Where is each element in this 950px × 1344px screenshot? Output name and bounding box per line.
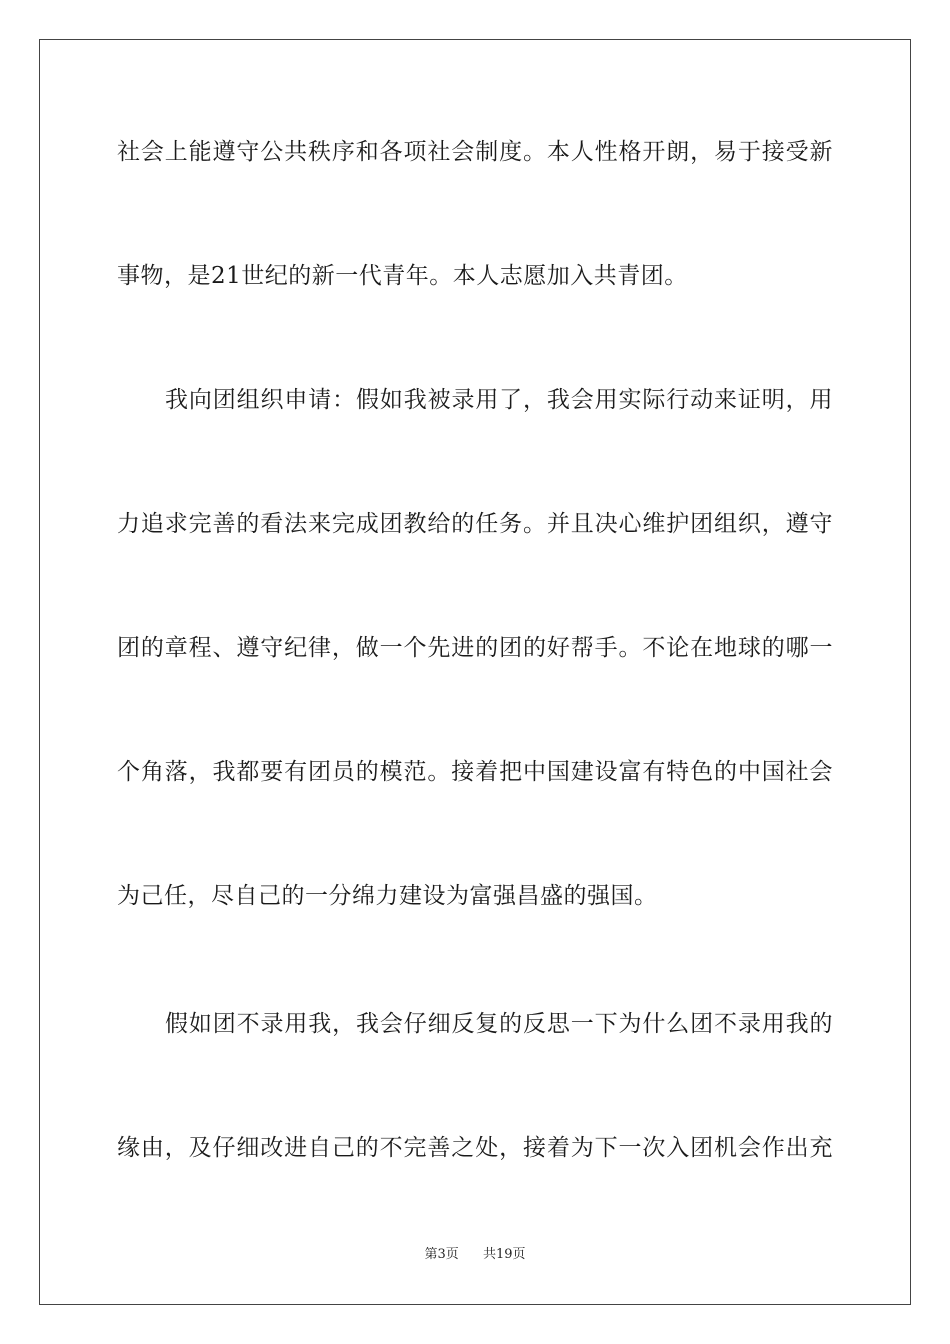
paragraph-line-4: 力追求完善的看法来完成团教给的任务。并且决心维护团组织，遵守 — [117, 511, 833, 537]
paragraph-line-1: 社会上能遵守公共秩序和各项社会制度。本人性格开朗，易于接受新 — [117, 139, 833, 165]
page-number: 第3页 — [424, 1247, 459, 1262]
paragraph-line-2: 事物，是21世纪的新一代青年。本人志愿加入共青团。 — [117, 263, 688, 289]
paragraph-line-9: 缘由，及仔细改进自己的不完善之处，接着为下一次入团机会作出充 — [117, 1135, 833, 1161]
page-footer — [0, 1246, 950, 1264]
paragraph-line-6: 个角落，我都要有团员的模范。接着把中国建设富有特色的中国社会 — [117, 759, 833, 785]
page-border — [39, 39, 911, 1305]
paragraph-line-8: 假如团不录用我，我会仔细反复的反思一下为什么团不录用我的 — [165, 1011, 833, 1037]
paragraph-line-3: 我向团组织申请：假如我被录用了，我会用实际行动来证明，用 — [165, 387, 833, 413]
paragraph-line-7: 为己任，尽自己的一分绵力建设为富强昌盛的强国。 — [117, 883, 658, 909]
paragraph-line-5: 团的章程、遵守纪律，做一个先进的团的好帮手。不论在地球的哪一 — [117, 635, 833, 661]
page-total: 共19页 — [483, 1247, 526, 1262]
